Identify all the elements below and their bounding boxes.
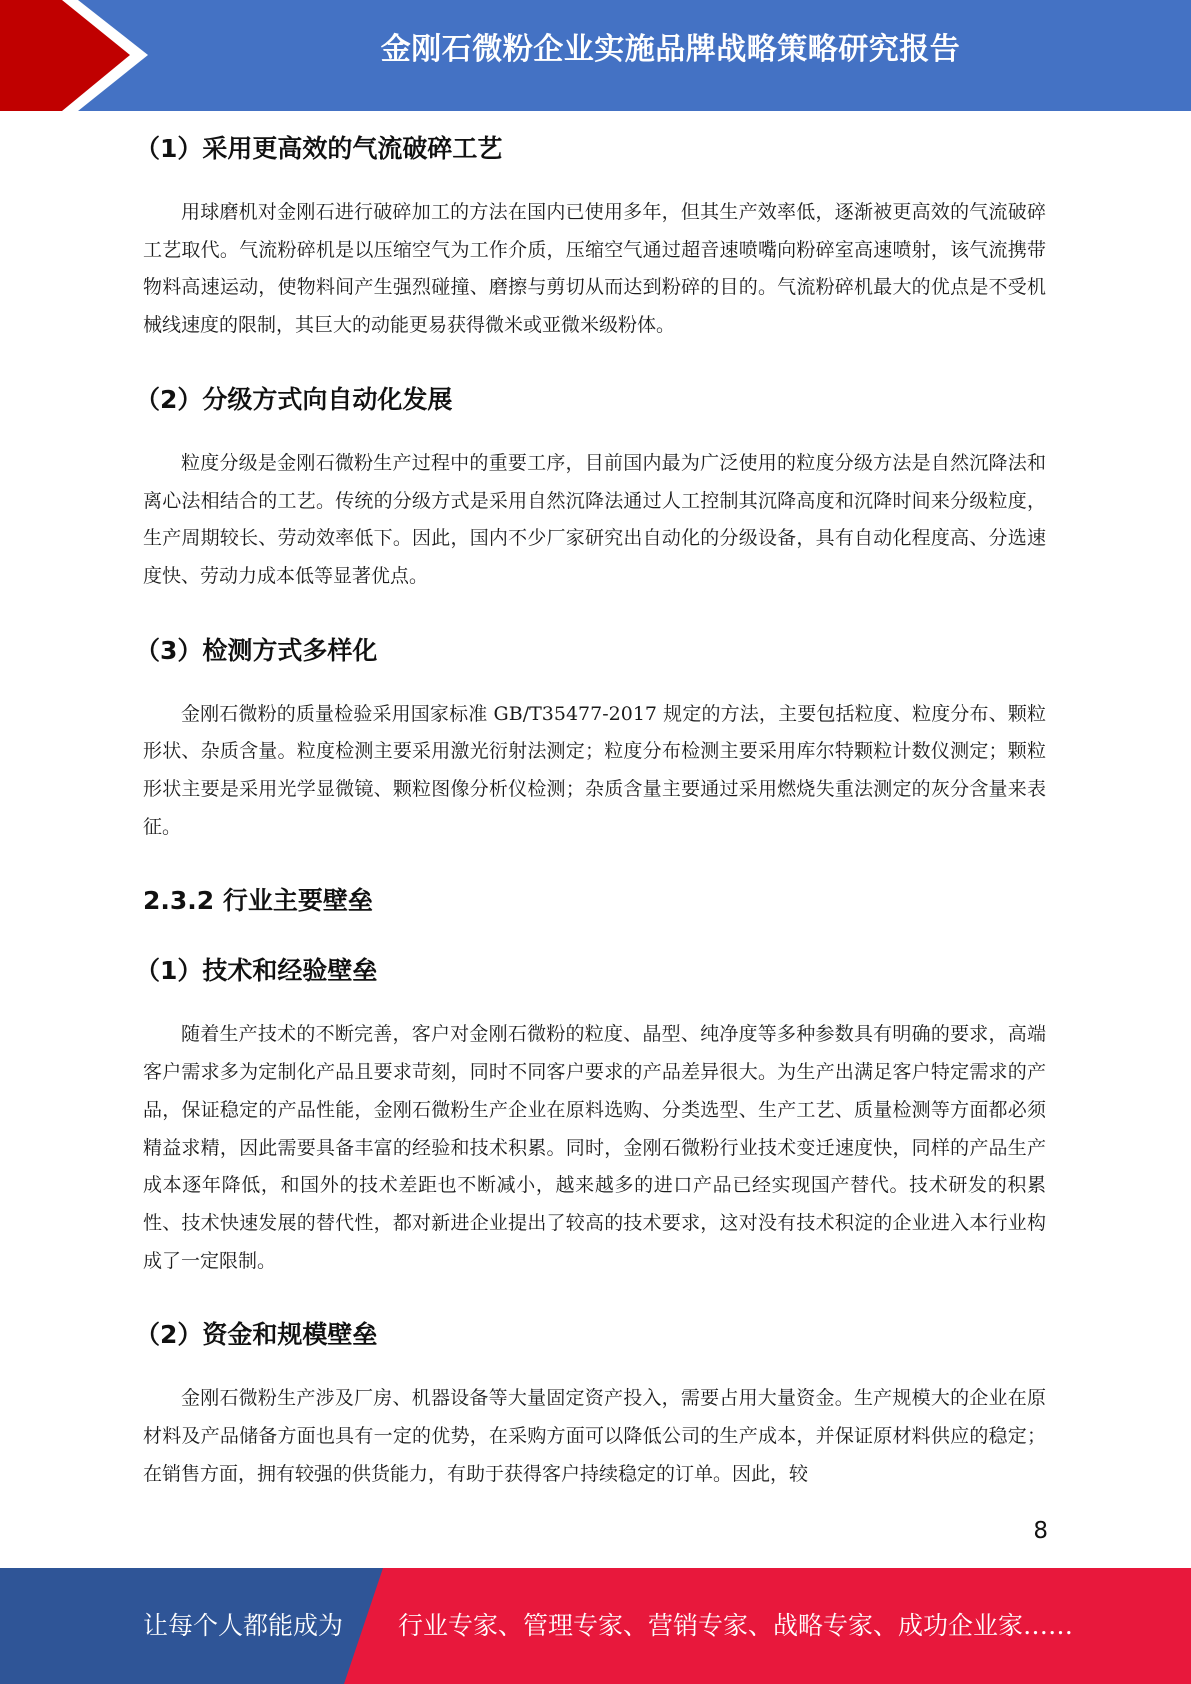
footer-slogan-right: 行业专家、管理专家、营销专家、战略专家、成功企业家…… [398, 1611, 1074, 1640]
page-footer [0, 1568, 1191, 1684]
subsection-heading: （1）技术和经验壁垒 [135, 956, 378, 986]
paragraph: 用球磨机对金刚石进行破碎加工的方法在国内已使用多年，但其生产效率低，逐渐被更高效的气流破碎工艺取代。气流粉碎机是以压缩空气为工作介质，压缩空气通过超音速喷嘴向粉碎室高速喷射，该气流携带物料高速运动，使物料间产生强烈碰撞、磨擦与剪切从而达到粉碎的目的。气流粉碎机最大的优点是不受机械线速度的限制，其巨大的动能更易获得微米或亚微米级粉体。 [143, 201, 1046, 337]
footer-slogan-left: 让每个人都能成为 [143, 1611, 344, 1640]
subsection-heading: （2）资金和规模壁垒 [135, 1320, 378, 1350]
paragraph: 随着生产技术的不断完善，客户对金刚石微粉的粒度、晶型、纯净度等多种参数具有明确的要求，高端客户需求多为定制化产品且要求苛刻，同时不同客户要求的产品差异很大。为生产出满足客户特定需求的产品，保证稳定的产品性能，金刚石微粉生产企业在原料选购、分类选型、生产工艺、质量检测等方面都必须精益求精，因此需要具备丰富的经验和技术积累。同时，金刚石微粉行业技术变迁速度快，同样的产品生产成本逐年降低，和国外的技术差距也不断减小，越来越多的进口产品已经实现国产替代。技术研发的积累性、技术快速发展的替代性，都对新进企业提出了较高的技术要求，这对没有技术积淀的企业进入本行业构成了一定限制。 [143, 1023, 1046, 1272]
section-heading: 2.3.2 行业主要壁垒 [143, 886, 373, 916]
paragraph: 金刚石微粉生产涉及厂房、机器设备等大量固定资产投入，需要占用大量资金。生产规模大的企业在原材料及产品储备方面也具有一定的优势，在采购方面可以降低公司的生产成本，并保证原材料供应的稳定；在销售方面，拥有较强的供货能力，有助于获得客户持续稳定的订单。因此，较 [143, 1387, 1046, 1485]
subsection-heading: （2）分级方式向自动化发展 [135, 384, 453, 414]
page-title: 金刚石微粉企业实施品牌战略策略研究报告 [380, 32, 961, 67]
page-number: 8 [1033, 1518, 1048, 1544]
subsection-heading: （1）采用更高效的气流破碎工艺 [135, 134, 503, 163]
subsection-heading: （3）检测方式多样化 [135, 635, 378, 665]
paragraph: 粒度分级是金刚石微粉生产过程中的重要工序，目前国内最为广泛使用的粒度分级方法是自然沉降法和离心法相结合的工艺。传统的分级方式是采用自然沉降法通过人工控制其沉降高度和沉降时间来分级粒度，生产周期较长、劳动效率低下。因此，国内不少厂家研究出自动化的分级设备，具有自动化程度高、分选速度快、劳动力成本低等显著优点。 [143, 451, 1046, 587]
page-header [0, 0, 1191, 111]
paragraph: 金刚石微粉的质量检验采用国家标准 GB/T35477-2017 规定的方法，主要包括粒度、粒度分布、颗粒形状、杂质含量。粒度检测主要采用激光衍射法测定；粒度分布检测主要采用库尔特颗粒计数仪测定；颗粒形状主要是采用光学显微镜、颗粒图像分析仪检测；杂质含量主要通过采用燃烧失重法测定的灰分含量来表征。 [143, 702, 1046, 838]
document-body [135, 118, 1046, 1493]
